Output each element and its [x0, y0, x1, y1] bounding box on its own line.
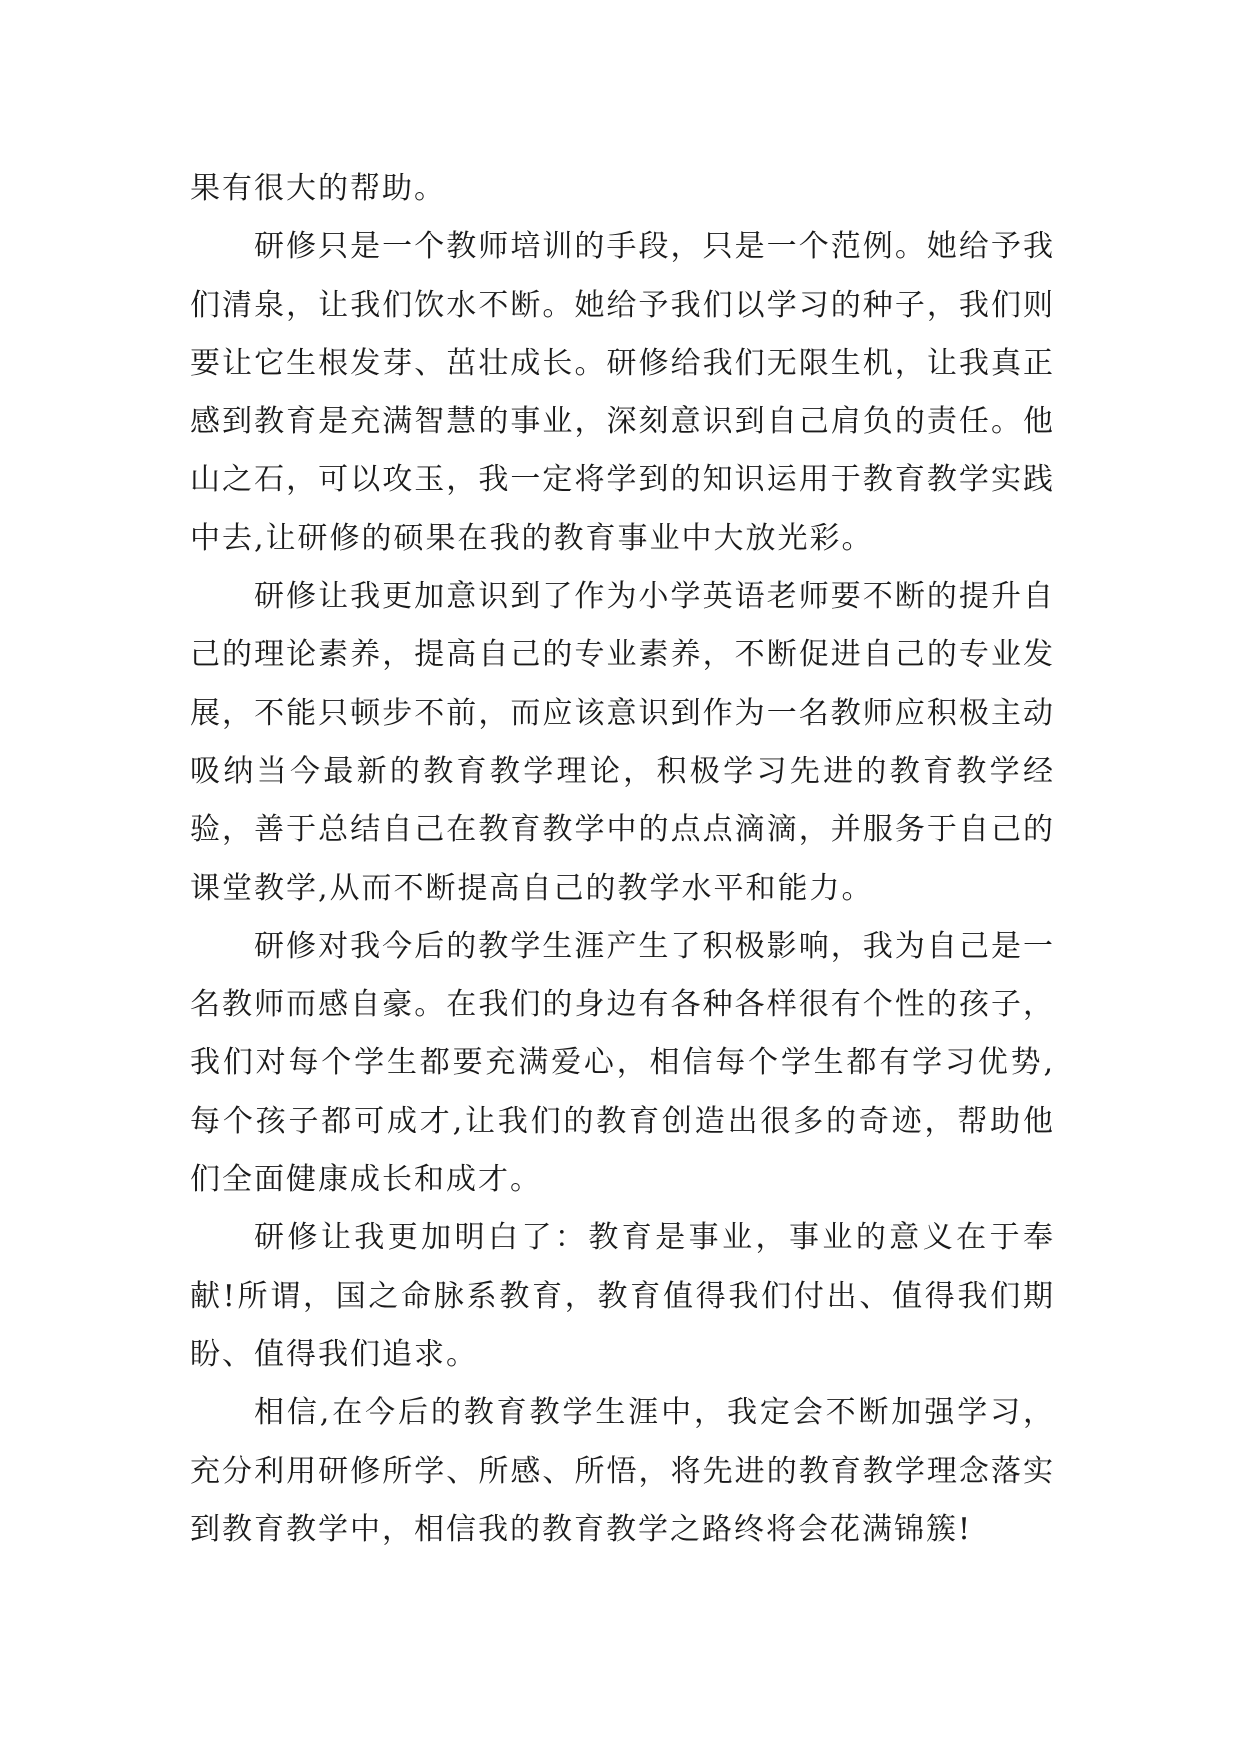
paragraph-education-dedication: 研修让我更加明白了：教育是事业，事业的意义在于奉献!所谓，国之命脉系教育，教育值得我们付出、值得我们期盼、值得我们追求。 — [190, 1220, 1055, 1372]
paragraph-research-means: 研修只是一个教师培训的手段，只是一个范例。她给予我们清泉，让我们饮水不断。她给予我们以学习的种子，我们则要让它生根发芽、茁壮成长。研修给我们无限生机，让我真正感到教育是充满智慧的事业，深刻意识到自己肩负的责任。他山之石，可以攻玉，我一定将学到的知识运用于教育教学实践中去,让研修的硕果在我的教育事业中大放光彩。 — [190, 229, 1055, 556]
paragraph-professional-growth: 研修让我更加意识到了作为小学英语老师要不断的提升自己的理论素养，提高自己的专业素养，不断促进自己的专业发展，不能只顿步不前，而应该意识到作为一名教师应积极主动吸纳当今最新的教育教学理论，积极学习先进的教育教学经验，善于总结自己在教育教学中的点点滴滴，并服务于自己的课堂教学,从而不断提高自己的教学水平和能力。 — [190, 579, 1055, 906]
paragraph-conclusion: 相信,在今后的教育教学生涯中，我定会不断加强学习，充分利用研修所学、所感、所悟，将先进的教育教学理念落实到教育教学中，相信我的教育教学之路终将会花满锦簇! — [190, 1395, 1055, 1547]
paragraph-continuation: 果有很大的帮助。 — [190, 171, 446, 206]
document-body — [190, 160, 1055, 1559]
paragraph-teaching-career: 研修对我今后的教学生涯产生了积极影响，我为自己是一名教师而感自豪。在我们的身边有各种各样很有个性的孩子，我们对每个学生都要充满爱心，相信每个学生都有学习优势,每个孩子都可成才,让我们的教育创造出很多的奇迹，帮助他们全面健康成长和成才。 — [190, 928, 1055, 1198]
